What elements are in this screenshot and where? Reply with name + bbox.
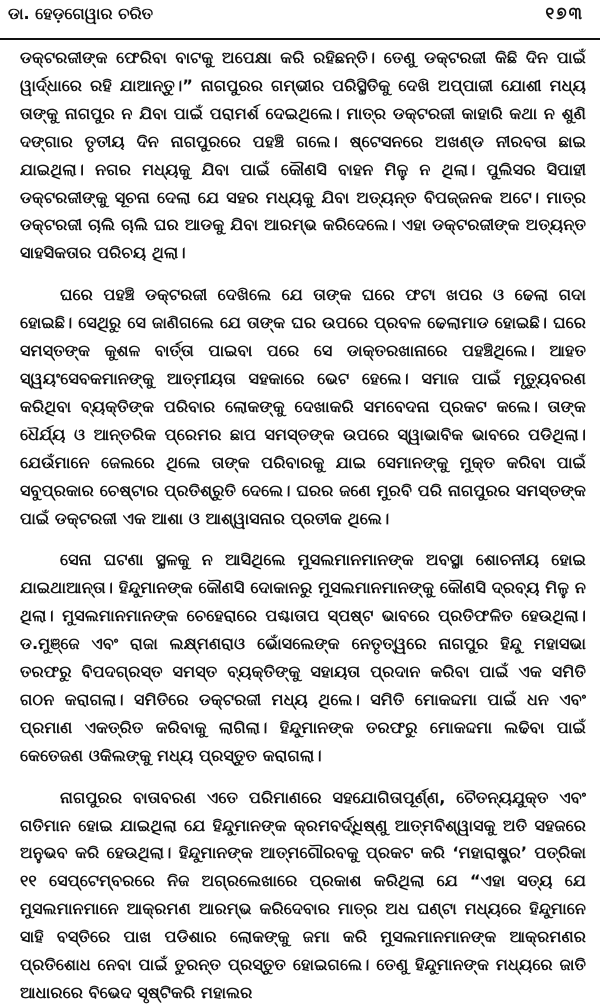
paragraph: ଡକ୍ଟରଜୀଙ୍କ ଫେରିବା ବାଟକୁ ଅପେକ୍ଷା କରି ରହିଛନ୍ତି। ତେଣୁ ଡକ୍ଟରଜୀ କିଛି ଦିନ ପାଇଁ ୱାର୍ଦ୍ଧାରେ ରହି ଯାଆନ୍ତୁ।” ନାଗପୁରର ଗମ୍ଭୀର ପରିସ୍ଥିତିକୁ ଦେଖି ଅପ୍ପାଜୀ ଯୋଶୀ ମଧ୍ୟ ତାଙ୍କୁ ନାଗପୁର ନ ଯିବା ପାଇଁ ପରାମର୍ଶ ଦେଇଥିଲେ। ମାତ୍ର ଡକ୍ଟରଜୀ କାହାରି କଥା ନ ଶୁଣି ଦଙ୍ଗାର ତୃତୀୟ ଦିନ ନାଗପୁରରେ ପହଞ୍ଚି ଗଲେ। ଷ୍ଟେସନରେ ଅଖଣ୍ଡ ନୀରବତା ଛାଇ ଯାଇଥିଲା। ନଗର ମଧ୍ୟକୁ ଯିବା ପାଇଁ କୌଣସି ବାହନ ମିଳୁ ନ ଥିଲା। ପୁଲିସର ସିପାହୀ ଡକ୍ଟରଜୀଙ୍କୁ ସୂଚନା ଦେଲା ଯେ ସହର ମଧ୍ୟକୁ ଯିବା ଅତ୍ୟନ୍ତ ବିପଜ୍ଜନକ ଅଟେ। ମାତ୍ର ଡକ୍ଟରଜୀ ଚାଲି ଚାଲି ଘର ଆଡକୁ ଯିବା ଆରମ୍ଭ କରିଦେଲେ। ଏହା ଡକ୍ଟରଜୀଙ୍କ ଅତ୍ୟନ୍ତ ସାହସିକତାର ପରିଚୟ ଥିଲା।: [20, 48, 586, 263]
page-header: [0, 4, 600, 40]
page-number: ୧୭୩: [545, 4, 584, 24]
paragraph: ସେନା ଘଟଣା ସ୍ଥଳକୁ ନ ଆସିଥିଲେ ମୁସଲମାନମାନଙ୍କ ଅବସ୍ଥା ଶୋଚନୀୟ ହୋଇ ଯାଇଥାଆନ୍ତା। ହିନ୍ଦୁମାନଙ୍କ କୌଣସି ଦୋକାନରୁ ମୁସଲମାନମାନଙ୍କୁ କୌଣସି ଦ୍ରବ୍ୟ ମିଳୁ ନ ଥିଲା। ମୁସଲମାନମାନଙ୍କ ଚେହେରାରେ ପଶ୍ଚାତାପ ସ୍ପଷ୍ଟ ଭାବରେ ପ୍ରତିଫଳିତ ହେଉଥିଲା। ଡ.ମୁଞ୍ଜେ ଏବଂ ରାଜା ଲକ୍ଷ୍ମଣରାଓ ଭୋଁସଲେଙ୍କ ନେତୃତ୍ୱରେ ନାଗପୁର ହିନ୍ଦୁ ମହାସଭା ତରଫରୁ ବିପଦଗ୍ରସ୍ତ ସମସ୍ତ ବ୍ୟକ୍ତିଙ୍କୁ ସହାୟତା ପ୍ରଦାନ କରିବା ପାଇଁ ଏକ ସମିତି ଗଠନ କରାଗଲା। ସମିତିରେ ଡକ୍ଟରଜୀ ମଧ୍ୟ ଥିଲେ। ସମିତି ମୋକଦ୍ଦମା ପାଇଁ ଧନ ଏବଂ ପ୍ରମାଣ ଏକତ୍ରିତ କରିବାକୁ ଲାଗିଲା। ହିନ୍ଦୁମାନଙ୍କ ତରଫରୁ ମୋକଦ୍ଦମା ଲଢିବା ପାଇଁ କେତେଜଣ ଓକିଲଙ୍କୁ ମଧ୍ୟ ପ୍ରସ୍ତୁତ କରାଗଲା।: [20, 550, 586, 765]
paragraph: ନାଗପୁରର ବାତାବରଣ ଏତେ ପରିମାଣରେ ସହଯୋଗିତାପୂର୍ଣ୍ଣ, ଚୈତନ୍ୟଯୁକ୍ତ ଏବଂ ଗତିମାନ ହୋଇ ଯାଇଥିଲା ଯେ ହିନ୍ଦୁମାନଙ୍କ କ୍ରମବର୍ଦ୍ଧିଷ୍ଣୁ ଆତ୍ମବିଶ୍ୱାସକୁ ଅତି ସହଜରେ ଅନୁଭବ କରି ହେଉଥିଲା। ହିନ୍ଦୁମାନଙ୍କ ଆତ୍ମଗୌରବକୁ ପ୍ରକଟ କରି ‘ମହାରାଷ୍ଟ୍ର’ ପତ୍ରିକା ୧୧ ସେପ୍ଟେମ୍ବରରେ ନିଜ ଅଗ୍ରଲେଖାରେ ପ୍ରକାଶ କରିଥିଲା ଯେ “ଏହା ସତ୍ୟ ଯେ ମୁସଲମାନମାନେ ଆକ୍ରମଣ ଆରମ୍ଭ କରିଦେବାର ମାତ୍ର ଅଧ ଘଣ୍ଟା ମଧ୍ୟରେ ହିନ୍ଦୁମାନେ ସାହି ବସ୍ତିରେ ପାଖ ପଡିଶାର ଲୋକଙ୍କୁ ଜମା କରି ମୁସଲମାନମାନଙ୍କ ଆକ୍ରମଣର ପ୍ରତିଶୋଧ ନେବା ପାଇଁ ତୁରନ୍ତ ପ୍ରସ୍ତୁତ ହୋଇଗଲେ। ତେଣୁ ହିନ୍ଦୁମାନଙ୍କ ମଧ୍ୟରେ ଜାତି ଆଧାରରେ ବିଭେଦ ସୃଷ୍ଟିକରି ମହାଲର: [20, 787, 586, 1002]
body-text: [20, 44, 586, 1007]
paragraph: ଘରେ ପହଞ୍ଚି ଡକ୍ଟରଜୀ ଦେଖିଲେ ଯେ ତାଙ୍କ ଘରେ ଫଟା ଖପର ଓ ଢେଲା ଗଦା ହୋଇଛି। ସେଥିରୁ ସେ ଜାଣିଗଲେ ଯେ ତାଙ୍କ ଘର ଉପରେ ପ୍ରବଳ ଢେଲାମାଡ ହୋଇଛି। ଘରେ ସମସ୍ତଙ୍କ କୁଶଳ ବାର୍ତ୍ତା ପାଇବା ପରେ ସେ ଡାକ୍ତରଖାନାରେ ପହଞ୍ଚିଥିଲେ। ଆହତ ସ୍ୱୟଂସେବକମାନଙ୍କୁ ଆତ୍ମୀୟତା ସହକାରେ ଭେଟ ହେଲେ। ସମାଜ ପାଇଁ ମୃତ୍ୟୁବରଣ କରିଥିବା ବ୍ୟକ୍ତିଙ୍କ ପରିବାର ଲୋକଙ୍କୁ ଦେଖାକରି ସମବେଦନା ପ୍ରକଟ କଲେ। ତାଙ୍କ ଧୈର୍ଯ୍ୟ ଓ ଆନ୍ତରିକ ପ୍ରେମର ଛାପ ସମସ୍ତଙ୍କ ଉପରେ ସ୍ୱାଭାବିକ ଭାବରେ ପଡିଥିଲା। ଯେଉଁମାନେ ଜେଲରେ ଥିଲେ ତାଙ୍କ ପରିବାରକୁ ଯାଇ ସେମାନଙ୍କୁ ମୁକ୍ତ କରିବା ପାଇଁ ସବୁପ୍ରକାର ଚେଷ୍ଟାର ପ୍ରତିଶ୍ରୁତି ଦେଲେ। ଘରର ଜଣେ ମୁରବି ପରି ନାଗପୁରର ସମସ୍ତଙ୍କ ପାଇଁ ଡକ୍ଟରଜୀ ଏକ ଆଶା ଓ ଆଶ୍ୱାସନାର ପ୍ରତୀକ ଥିଲେ।: [20, 285, 586, 528]
running-title: ଡା. ହେଡ଼ଗେୱାର ଚରିତ: [8, 4, 153, 23]
